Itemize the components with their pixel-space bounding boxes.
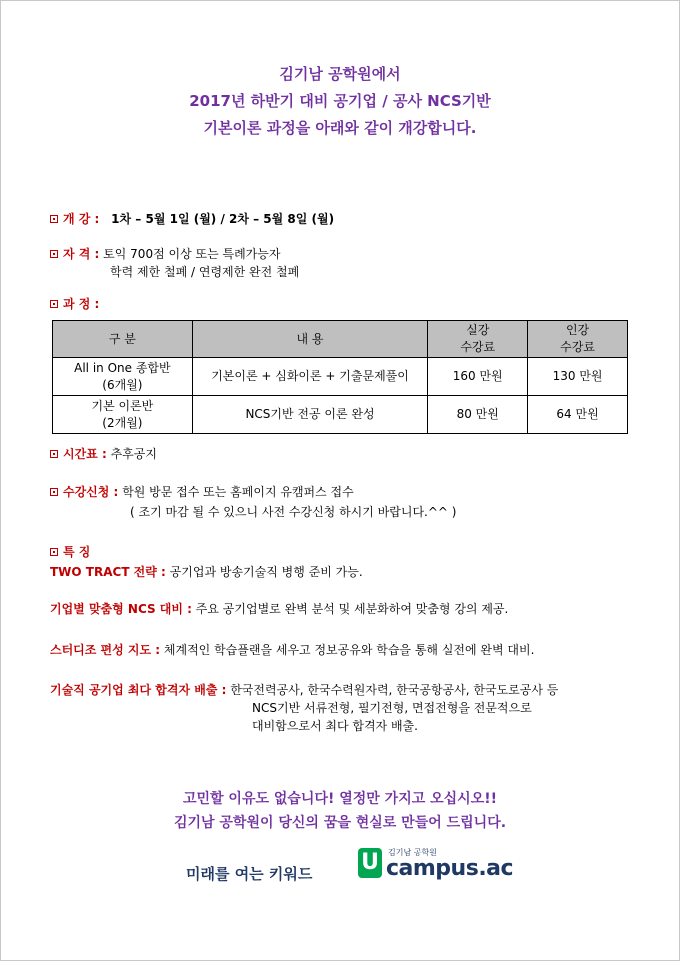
onsite-fee: 80 만원: [428, 396, 528, 434]
closing-line-2: 김기남 공학원이 당신의 꿈을 현실로 만들어 드립니다.: [173, 815, 507, 831]
feature-text: 한국전력공사, 한국수력원자력, 한국공항공사, 한국도로공사 등: [230, 683, 559, 697]
closing-line-1: 고민할 이유도 없습니다! 열정만 가지고 오십시오!!: [182, 791, 497, 807]
table-row: [53, 358, 628, 396]
course-section: [50, 295, 99, 312]
square-bullet-icon: [50, 300, 58, 308]
opening-section: [50, 210, 334, 227]
header-online-top: 인강: [565, 323, 590, 337]
table-row: [53, 396, 628, 434]
qualification-line-2: 학력 제한 철폐 / 연령제한 완전 철폐: [110, 265, 300, 279]
schedule-section: [50, 445, 157, 462]
qualification-line-1: 토익 700점 이상 또는 특례가능자: [103, 247, 281, 261]
registration-label: 수강신청 :: [63, 485, 119, 499]
registration-section: [50, 483, 354, 500]
course-name: [53, 358, 193, 396]
feature-label: TWO TRACT 전략 :: [50, 565, 166, 579]
course-name-top: 기본 이론반: [91, 398, 154, 413]
header-content: 내 용: [192, 321, 428, 358]
header-onsite-fee: [428, 321, 528, 358]
header-onsite-bottom: 수강료: [460, 340, 496, 354]
feature-label: 기술직 공기업 최다 합격자 배출 :: [50, 683, 227, 697]
feature-item: [50, 563, 363, 580]
keyword-text: 미래를 여는 키워드: [186, 865, 313, 883]
header-line-3: 기본이론 과정을 아래와 같이 개강합니다.: [203, 119, 477, 137]
header-online-bottom: 수강료: [560, 340, 595, 354]
table-header-row: [53, 321, 628, 358]
qualification-section: [50, 245, 280, 262]
header-online-fee: [528, 321, 628, 358]
feature-item: [50, 681, 558, 698]
ucampus-logo: [358, 848, 514, 884]
square-bullet-icon: [50, 215, 58, 223]
schedule-label: 시간표 :: [63, 447, 107, 461]
onsite-fee: 160 만원: [428, 358, 528, 396]
header-line-1: 김기남 공학원에서: [279, 65, 401, 83]
feature-text: 체계적인 학습플랜을 세우고 정보공유와 학습을 통해 실전에 완벽 대비.: [163, 643, 535, 657]
feature-label: 스터디조 편성 지도 :: [50, 643, 161, 657]
course-name-bottom: (2개월): [102, 415, 143, 430]
square-bullet-icon: [50, 450, 58, 458]
feature-text: 공기업과 방송기술직 병행 준비 가능.: [169, 565, 363, 579]
feature-text-line-2: NCS기반 서류전형, 필기전형, 면접전형을 전문적으로: [252, 701, 532, 715]
course-label: 과 정 :: [63, 297, 100, 311]
logo-text: campus.ac: [386, 856, 514, 881]
registration-value: 학원 방문 접수 또는 홈페이지 유캠퍼스 접수: [122, 485, 354, 499]
course-name-bottom: (6개월): [102, 377, 143, 392]
feature-item: [50, 641, 534, 658]
feature-label: 기업별 맞춤형 NCS 대비 :: [50, 602, 192, 616]
course-name: [53, 396, 193, 434]
course-table: [52, 320, 628, 434]
square-bullet-icon: [50, 488, 58, 496]
header-category: 구 분: [53, 321, 193, 358]
course-content: NCS기반 전공 이론 완성: [192, 396, 428, 434]
header-line-2: 2017년 하반기 대비 공기업 / 공사 NCS기반: [189, 92, 491, 110]
feature-text: 주요 공기업별로 완벽 분석 및 세분화하여 맞춤형 강의 제공.: [195, 602, 509, 616]
features-label: 특 징: [63, 545, 91, 559]
opening-label: 개 강 :: [63, 212, 100, 226]
course-name-top: All in One 종합반: [74, 360, 171, 375]
feature-text-line-3: 대비함으로서 최다 합격자 배출.: [252, 719, 418, 733]
header-onsite-top: 실강: [466, 323, 490, 337]
square-bullet-icon: [50, 548, 58, 556]
online-fee: 64 만원: [528, 396, 628, 434]
logo-u-icon: U: [358, 848, 382, 878]
feature-item: [50, 600, 508, 617]
schedule-value: 추후공지: [110, 447, 157, 461]
features-section: [50, 543, 90, 560]
square-bullet-icon: [50, 250, 58, 258]
online-fee: 130 만원: [528, 358, 628, 396]
registration-note: ( 조기 마감 될 수 있으니 사전 수강신청 하시기 바랍니다.^^ ): [130, 505, 457, 519]
logo-subtitle: 김기남 공학원: [388, 848, 437, 857]
opening-value: 1차 – 5월 1일 (월) / 2차 – 5월 8일 (월): [111, 212, 335, 226]
qualification-label: 자 격 :: [63, 247, 100, 261]
course-content: 기본이론 + 심화이론 + 기출문제풀이: [192, 358, 428, 396]
